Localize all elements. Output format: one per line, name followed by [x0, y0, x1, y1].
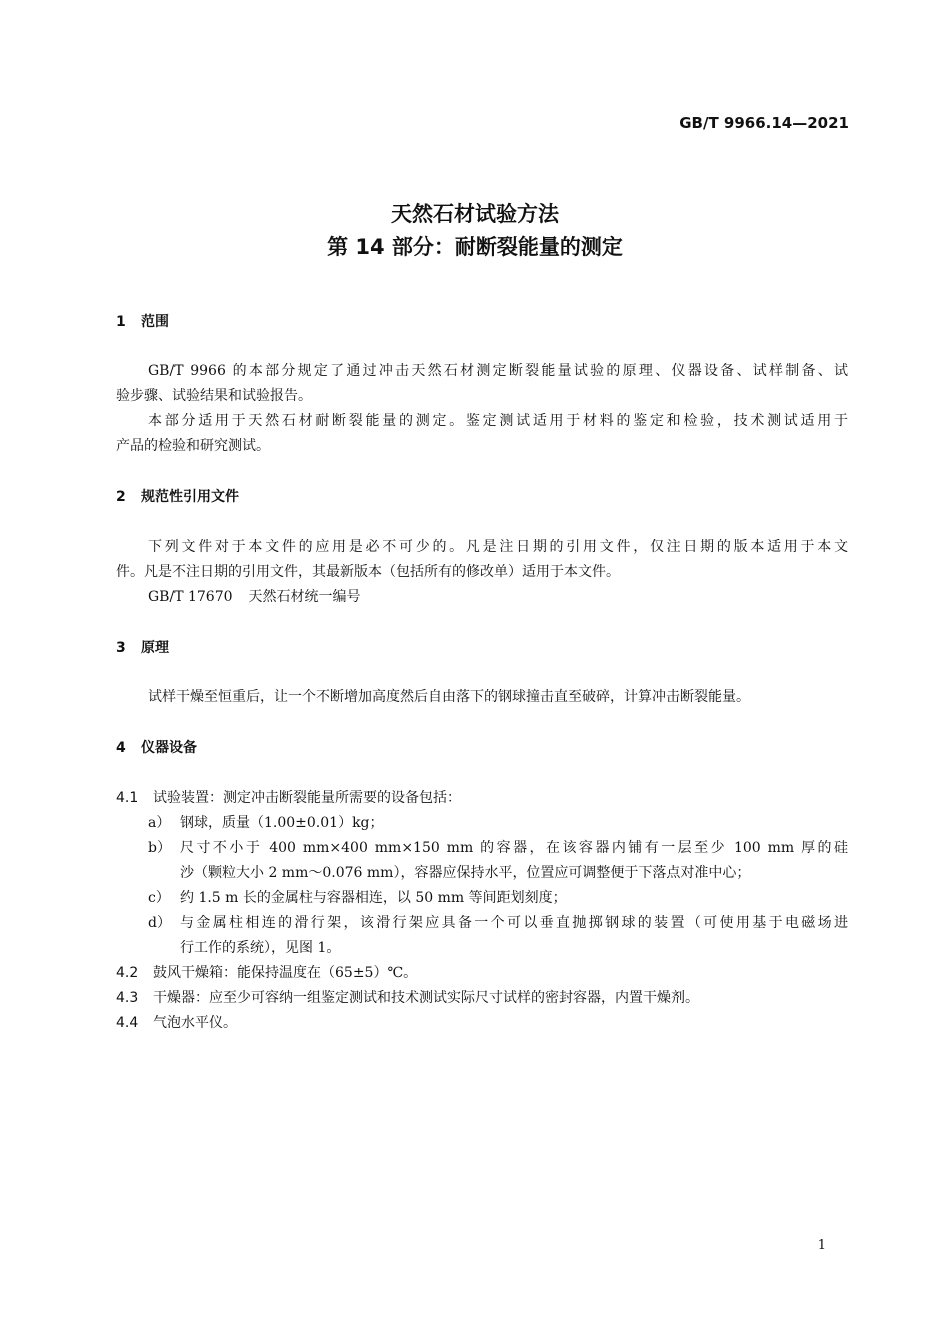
section-1-paragraph-2-line-2: 产品的检验和研究测试。: [116, 438, 270, 454]
subclause-4-1: [116, 787, 461, 807]
section-1-heading: [116, 311, 169, 331]
section-1-paragraph-2-line-1: 本部分适用于天然石材耐断裂能量的测定。鉴定测试适用于材料的鉴定和检验，技术测试适用于: [148, 413, 848, 429]
list-text: 钢球，质量（1.00±0.01）kg；: [180, 815, 384, 831]
reference-code: GB/T 17670: [148, 589, 233, 605]
list-marker: c）: [148, 890, 170, 906]
standard-number: GB/T 9966.14—2021: [679, 114, 849, 132]
subclause-number: 4.1: [116, 790, 139, 806]
subclause-number: 4.4: [116, 1015, 139, 1031]
section-3-heading: [116, 637, 169, 657]
subclause-number: 4.3: [116, 990, 139, 1006]
list-item-d: [148, 912, 848, 932]
list-item-d-line-2: 行工作的系统），见图 1。: [180, 940, 341, 956]
section-number: 3: [116, 640, 126, 656]
section-2-paragraph-line-1: 下列文件对于本文件的应用是必不可少的。凡是注日期的引用文件，仅注日期的版本适用于本文: [148, 539, 848, 555]
subclause-4-3: [116, 987, 699, 1007]
section-number: 1: [116, 314, 126, 330]
list-marker: d）: [148, 915, 171, 931]
section-title: 范围: [141, 314, 169, 330]
list-text: 约 1.5 m 长的金属柱与容器相连，以 50 mm 等间距划刻度；: [180, 890, 567, 906]
reference-title: 天然石材统一编号: [248, 589, 361, 605]
subclause-4-4: [116, 1012, 237, 1032]
subclause-text: 鼓风干燥箱：能保持温度在（65±5）℃。: [153, 965, 418, 981]
section-2-paragraph-line-2: 件。凡是不注日期的引用文件，其最新版本（包括所有的修改单）适用于本文件。: [116, 564, 620, 580]
list-item-c: [148, 887, 567, 907]
list-item-a: [148, 812, 384, 832]
section-2-heading: [116, 486, 239, 506]
list-item-b-line-2: 沙（颗粒大小 2 mm～0.076 mm），容器应保持水平，位置应可调整便于下落点对准中心；: [180, 865, 751, 881]
section-number: 4: [116, 740, 126, 756]
list-text-line-1: 与金属柱相连的滑行架，该滑行架应具备一个可以垂直抛掷钢球的装置（可使用基于电磁场进: [180, 915, 848, 931]
document-title-line2: 第 14 部分：耐断裂能量的测定: [327, 235, 623, 259]
list-text-line-1: 尺寸不小于 400 mm×400 mm×150 mm 的容器，在该容器内铺有一层至少 100 mm 厚的硅: [180, 840, 848, 856]
subclause-number: 4.2: [116, 965, 139, 981]
page-number: 1: [817, 1238, 826, 1253]
section-title: 仪器设备: [141, 740, 197, 756]
normative-reference: [148, 586, 361, 606]
subclause-4-2: [116, 962, 417, 982]
section-1-paragraph-1-line-1: GB/T 9966 的本部分规定了通过冲击天然石材测定断裂能量试验的原理、仪器设备、试样制备、试: [148, 363, 848, 379]
section-title: 原理: [141, 640, 169, 656]
section-3-paragraph: 试样干燥至恒重后，让一个不断增加高度然后自由落下的钢球撞击直至破碎，计算冲击断裂能量。: [148, 689, 750, 705]
section-1-paragraph-1-line-2: 验步骤、试验结果和试验报告。: [116, 388, 312, 404]
subclause-text: 气泡水平仪。: [153, 1015, 237, 1031]
section-4-heading: [116, 737, 197, 757]
list-item-b: [148, 837, 848, 857]
list-marker: b）: [148, 840, 171, 856]
list-marker: a）: [148, 815, 171, 831]
section-title: 规范性引用文件: [141, 489, 239, 505]
document-title-line1: 天然石材试验方法: [391, 202, 559, 226]
subclause-text: 试验装置：测定冲击断裂能量所需要的设备包括：: [153, 790, 461, 806]
section-number: 2: [116, 489, 126, 505]
subclause-text: 干燥器：应至少可容纳一组鉴定测试和技术测试实际尺寸试样的密封容器，内置干燥剂。: [153, 990, 699, 1006]
